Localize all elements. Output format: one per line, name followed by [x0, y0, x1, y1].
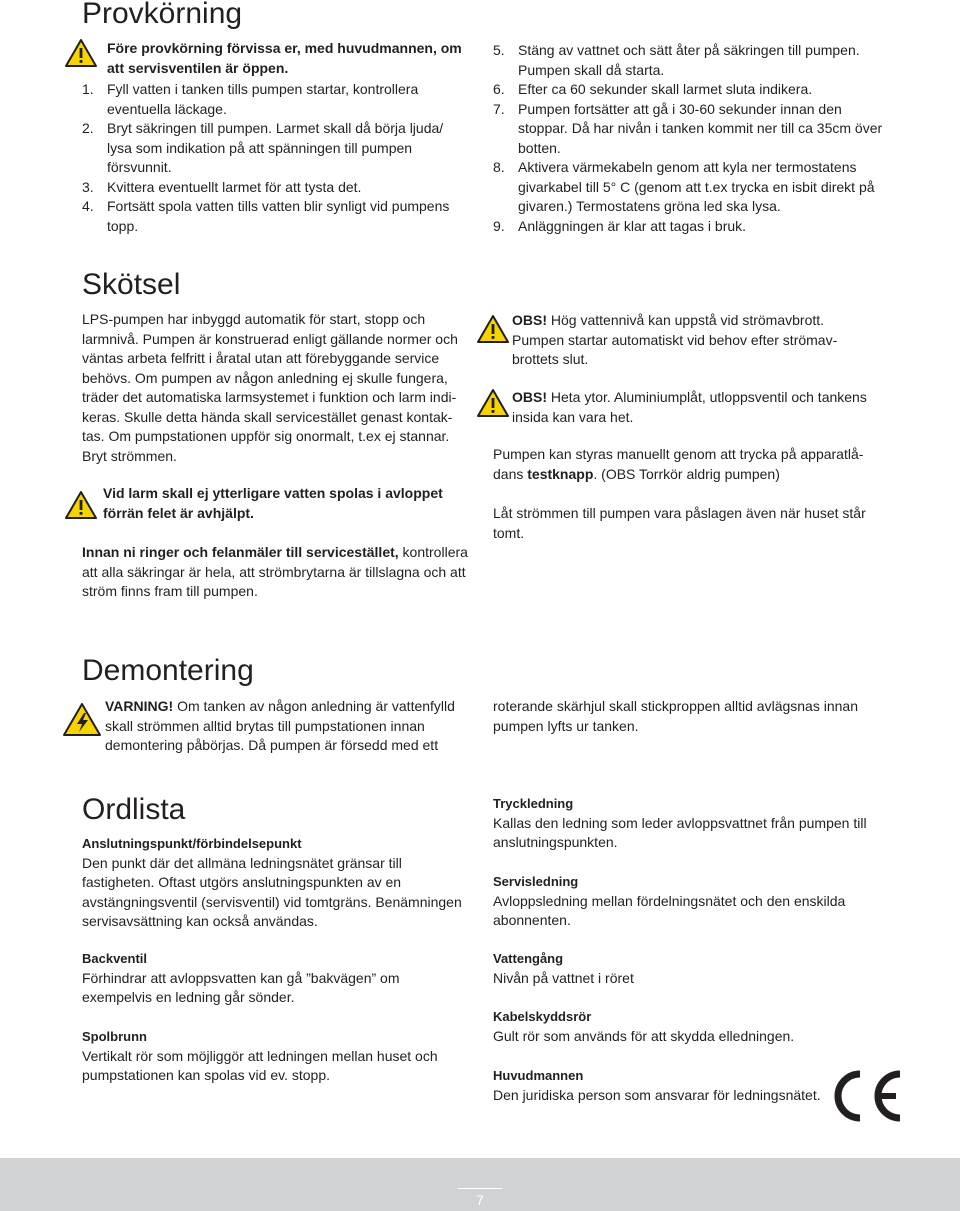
- ordlista-title: Ordlista: [82, 793, 186, 826]
- obs-high-water: OBS! Hög vattennivå kan uppstå vid strömavbrott. Pumpen startar automatiskt vid behov efter strömav-brottets slut.: [512, 312, 838, 367]
- glossary-definition: Avloppsledning mellan fördelningsnätet och den enskilda abonnenten.: [493, 892, 846, 928]
- skotsel-service-note: Innan ni ringer och felanmäler till servicestället, kontrollera att alla säkringar är hela, att strömbrytarna är tillslagna och att ström finns fram till pumpen.: [82, 544, 468, 599]
- glossary-term: Backventil: [82, 951, 148, 966]
- step-item: 2. Bryt säkringen till pumpen. Larmet skall då börja ljuda/ lysa som indikation på att spänningen till pumpen försvunnit.: [82, 120, 444, 175]
- warning-triangle-icon: [476, 314, 510, 344]
- glossary-definition: Kallas den ledning som leder avloppsvattnet från pumpen till anslutningspunkten.: [493, 814, 867, 850]
- glossary-term: Kabelskyddsrör: [493, 1009, 592, 1024]
- obs-hot-surfaces: OBS! Heta ytor. Aluminiumplåt, utloppsventil och tankens insida kan vara het.: [512, 389, 867, 425]
- skotsel-intro: LPS-pumpen har inbyggd automatik för start, stopp och larmnivå. Pumpen är konstruerad enligt gällande normer och väntas arbeta felfritt i åratal utan att förebyggande service behövs. Om pumpen av någon anledning ej skulle fungera, träder det automatiska larmsystemet i funktion och larm indi-keras. Skulle detta hända skall servicestället genast kontak-tas. Om pumpstationen uppför sig onormalt, t.ex ej stannar. Bryt strömmen.: [82, 311, 458, 464]
- power-note: Låt strömmen till pumpen vara påslagen även när huset står tomt.: [493, 505, 866, 541]
- glossary-term: Servisledning: [493, 874, 579, 889]
- page-number: 7: [476, 1192, 484, 1208]
- glossary-definition: Den juridiska person som ansvarar för ledningsnätet.: [493, 1086, 821, 1103]
- glossary-definition: Den punkt där det allmäna ledningsnätet gränsar till fastigheten. Oftast utgörs anslutningspunkten av en avstängningsventil (servisventil) vid tomtgräns. Benämningen servisavsättning kan också användas.: [82, 854, 462, 929]
- glossary-entry: [82, 949, 472, 1008]
- glossary-definition: Vertikalt rör som möjliggör att ledningen mellan huset och pumpstationen kan spolas vid ev. stopp.: [82, 1047, 438, 1083]
- glossary-term: Huvudmannen: [493, 1068, 584, 1083]
- glossary-definition: Nivån på vattnet i röret: [493, 969, 634, 986]
- page-footer: [0, 1158, 960, 1211]
- glossary-term: Spolbrunn: [82, 1029, 147, 1044]
- warning-triangle-icon: [64, 490, 98, 520]
- footer-divider: [458, 1188, 502, 1189]
- glossary-entry: [493, 1007, 883, 1046]
- glossary-term: Vattengång: [493, 951, 564, 966]
- manual-operation: Pumpen kan styras manuellt genom att trycka på apparatlå-dans testknapp. (OBS Torrkör aldrig pumpen): [493, 446, 864, 482]
- skotsel-title: Skötsel: [82, 268, 181, 301]
- demontering-warning: VARNING! Om tanken av någon anledning är vattenfylld skall strömmen alltid brytas till pumpstationen innan demontering påbörjas. Då pumpen är försedd med ett: [105, 698, 455, 753]
- step-item: 6. Efter ca 60 sekunder skall larmet sluta indikera.: [493, 81, 813, 97]
- warning-triangle-icon: [64, 38, 98, 68]
- glossary-entry: [82, 1027, 472, 1086]
- glossary-entry: [82, 834, 472, 932]
- step-item: 7. Pumpen fortsätter att gå i 30-60 sekunder innan den stoppar. Då har nivån i tanken kommit ner till ca 35cm över botten.: [493, 100, 883, 156]
- glossary-definition: Förhindrar att avloppsvatten kan gå ”bakvägen” om exempelvis en ledning går sönder.: [82, 969, 400, 1005]
- skotsel-warning: Vid larm skall ej ytterligare vatten spolas i avloppet förrän felet är avhjälpt.: [103, 485, 443, 521]
- demontering-continued: roterande skärhjul skall stickproppen alltid avlägsnas innan pumpen lyfts ur tanken.: [493, 698, 858, 734]
- glossary-term: Tryckledning: [493, 796, 574, 811]
- provkorning-steps-right: [493, 41, 883, 236]
- step-item: 3. Kvittera eventuellt larmet för att tysta det.: [82, 178, 362, 195]
- step-item: 9. Anläggningen är klar att tagas i bruk.: [493, 217, 747, 234]
- step-item: 8. Aktivera värmekabeln genom att kyla ner termostatens givarkabel till 5° C (genom att t.ex trycka en isbit direkt på givaren.) Termostatens gröna led ska lysa.: [493, 159, 875, 214]
- demontering-title: Demontering: [82, 654, 254, 687]
- glossary-entry: [493, 794, 883, 853]
- provkorning-steps-left: [82, 80, 467, 236]
- provkorning-warning: Före provkörning förvissa er, med huvudmannen, om att servisventilen är öppen.: [107, 40, 462, 76]
- glossary-entry: [493, 949, 883, 988]
- provkorning-title: Provkörning: [82, 0, 243, 30]
- glossary-entry: [493, 1066, 833, 1105]
- electrical-hazard-icon: [62, 702, 102, 737]
- step-item: 4. Fortsätt spola vatten tills vatten blir synligt vid pumpens topp.: [82, 198, 450, 234]
- glossary-entry: [493, 872, 883, 931]
- step-item: 1. Fyll vatten i tanken tills pumpen startar, kontrollera eventuella läckage.: [82, 81, 419, 117]
- ce-mark-icon: [826, 1068, 904, 1124]
- glossary-term: Anslutningspunkt/förbindelsepunkt: [82, 836, 302, 851]
- glossary-definition: Gult rör som används för att skydda elledningen.: [493, 1027, 795, 1044]
- warning-triangle-icon: [476, 388, 510, 418]
- step-item: 5. Stäng av vattnet och sätt åter på säkringen till pumpen. Pumpen skall då starta.: [493, 42, 860, 78]
